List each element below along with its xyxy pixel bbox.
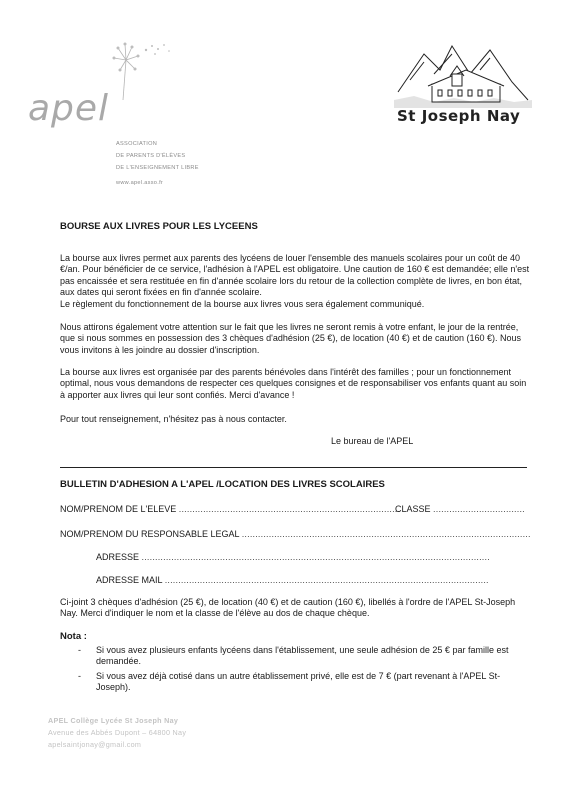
paragraph-text: La bourse aux livres permet aux parents des lycéens de louer l'ensemble des manuels scolaires pour un coût de 40 €/an. Pour bénéficier de ce service, l'adhésion à l'APEL est obligatoire. Une caution de 160 € est demandée; elle n'est pas encaissée et sera restituée en fin d'année scolaire lors du retour de la collection complète de livres, en bon état, aux dates qui seront fixées en fin d'année scolaire. (60, 253, 530, 298)
fill-dots: ................................................................................................................................. (141, 552, 490, 562)
association-line: DE L'ENSEIGNEMENT LIBRE (116, 165, 199, 171)
note-text: Si vous avez plusieurs enfants lycéens dans l'établissement, une seule adhésion de 25 € par famille est demandée. (96, 645, 509, 667)
guardian-name-field[interactable] (60, 529, 531, 539)
fill-dots: .................................. (433, 504, 525, 514)
section-title-bourse: BOURSE AUX LIVRES POUR LES LYCEENS (60, 221, 258, 232)
association-line: ASSOCIATION (116, 141, 158, 147)
website-url: www.apel.asso.fr (116, 180, 164, 186)
field-label: NOM/PRENOM DU RESPONSABLE LEGAL (60, 529, 240, 539)
field-label: ADRESSE (96, 552, 140, 562)
address-field[interactable] (96, 552, 490, 562)
fill-dots: .................................................................................. (178, 504, 401, 514)
paragraph-cheques-joined: Ci-joint 3 chèques d'adhésion (25 €), de location (40 €) et de caution (160 €), libellés à l'ordre de l'APEL St-Joseph Nay. Merci d'indiquer le nom et la classe de l'élève au dos de chaque chèque. (60, 597, 516, 619)
footer-email: apelsaintjonay@gmail.com (48, 740, 142, 749)
footer-name: APEL Collège Lycée St Joseph Nay (48, 716, 179, 725)
nota-label: Nota : (60, 631, 87, 642)
list-item (78, 671, 533, 694)
field-label: CLASSE (395, 504, 431, 514)
fill-dots: ........................................................................................................................ (164, 575, 489, 585)
student-name-field[interactable] (60, 504, 400, 514)
bullet-dash: - (78, 670, 81, 681)
list-item (78, 645, 533, 668)
note-text: Si vous avez déjà cotisé dans un autre établissement privé, elle est de 7 € (part revenant à l'APEL St-Joseph). (96, 670, 501, 693)
email-field[interactable] (96, 575, 489, 585)
apel-logo-text: apel (28, 88, 110, 129)
fill-dots: ........................................................................................................... (241, 529, 531, 539)
paragraph-text: Le règlement du fonctionnement de la bourse aux livres vous sera également communiqué. (60, 298, 425, 309)
section-title-bulletin: BULLETIN D'ADHESION A L'APEL /LOCATION DES LIVRES SCOLAIRES (60, 479, 385, 490)
paragraph-cheques: Nous attirons également votre attention sur le fait que les livres ne seront remis à votre enfant, le jour de la rentrée, que si nous sommes en possession des 3 chèques d'adhésion (25 €), de location (40 €) et de caution (160 €). Nous vous invitons à les joindre au dossier d'inscription. (60, 322, 521, 355)
footer (48, 715, 186, 751)
class-field[interactable] (395, 504, 525, 514)
paragraph-contact: Pour tout renseignement, n'hésitez pas à nous contacter. (60, 414, 287, 424)
paragraph-organisation: La bourse aux livres est organisée par des parents bénévoles dans l'intérêt des familles ; pour un fonctionnement optimal, nous vous demandons de respecter ces quelques consignes et de responsabiliser vos enfants quant au soin à apporter aux livres qui leur sont confiés. Merci d'avance ! (60, 367, 527, 400)
bullet-dash: - (78, 645, 81, 655)
paragraph-intro (60, 253, 532, 310)
field-label: NOM/PRENOM DE L'ELEVE (60, 504, 177, 514)
notes-list (78, 645, 533, 697)
association-block (116, 138, 199, 189)
field-label: ADRESSE MAIL (96, 575, 163, 585)
signature: Le bureau de l'APEL (331, 436, 414, 446)
separator-line (60, 467, 527, 468)
association-line: DE PARENTS D'ÉLÈVES (116, 153, 186, 159)
school-logo-text: St Joseph Nay (397, 107, 521, 125)
footer-address: Avenue des Abbés Dupont – 64800 Nay (48, 728, 187, 737)
